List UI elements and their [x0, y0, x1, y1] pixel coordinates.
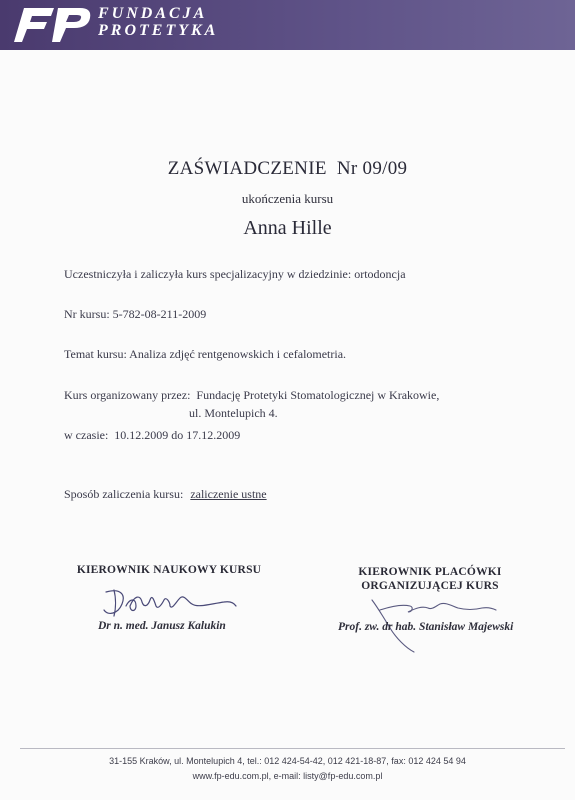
recipient-name: Anna Hille: [243, 217, 332, 239]
passing-method: [64, 487, 267, 502]
header-band: [0, 0, 575, 50]
logo-line-1: FUNDACJA: [98, 5, 208, 22]
course-topic: Temat kursu: Analiza zdjęć rentgenowskich i cefalometria.: [64, 347, 347, 361]
footer-contact: www.fp-edu.com.pl, e-mail: listy@fp-edu.com.pl: [192, 771, 383, 781]
signature-right-name: Prof. zw. dr hab. Stanisław Majewski: [338, 621, 514, 633]
course-period: w czasie: 10.12.2009 do 17.12.2009: [64, 428, 241, 442]
logo-line-2: PROTETYKA: [98, 22, 219, 39]
certificate-subtitle: ukończenia kursu: [241, 191, 334, 206]
passing-method-value: zaliczenie ustne: [190, 487, 267, 501]
signature-left-heading: KIEROWNIK NAUKOWY KURSU: [76, 564, 262, 576]
signature-right-heading-1: KIEROWNIK PLACÓWKI: [358, 566, 502, 578]
signature-left: [100, 584, 240, 620]
certificate-title: ZAŚWIADCZENIE Nr 09/09: [167, 158, 408, 179]
signature-right-heading-2: ORGANIZUJĄCEJ KURS: [361, 580, 499, 592]
participation-statement: Uczestniczyła i zaliczyła kurs specjalizacyjny w dziedzinie: ortodoncja: [64, 267, 406, 281]
footer-address: 31-155 Kraków, ul. Montelupich 4, tel.: 012 424-54-42, 012 421-18-87, fax: 012 424 54 94: [109, 756, 466, 766]
course-organizer: Kurs organizowany przez: Fundację Protetyki Stomatologicznej w Krakowie,: [64, 388, 440, 402]
course-number: Nr kursu: 5-782-08-211-2009: [64, 307, 207, 321]
signature-left-name: Dr n. med. Janusz Kalukin: [98, 620, 226, 632]
logo-wordmark: [98, 5, 218, 39]
fp-logo: [14, 6, 92, 44]
passing-method-label: Sposób zaliczenia kursu:: [64, 487, 184, 501]
footer-divider: [20, 748, 565, 749]
organizer-address: ul. Montelupich 4.: [189, 406, 278, 420]
